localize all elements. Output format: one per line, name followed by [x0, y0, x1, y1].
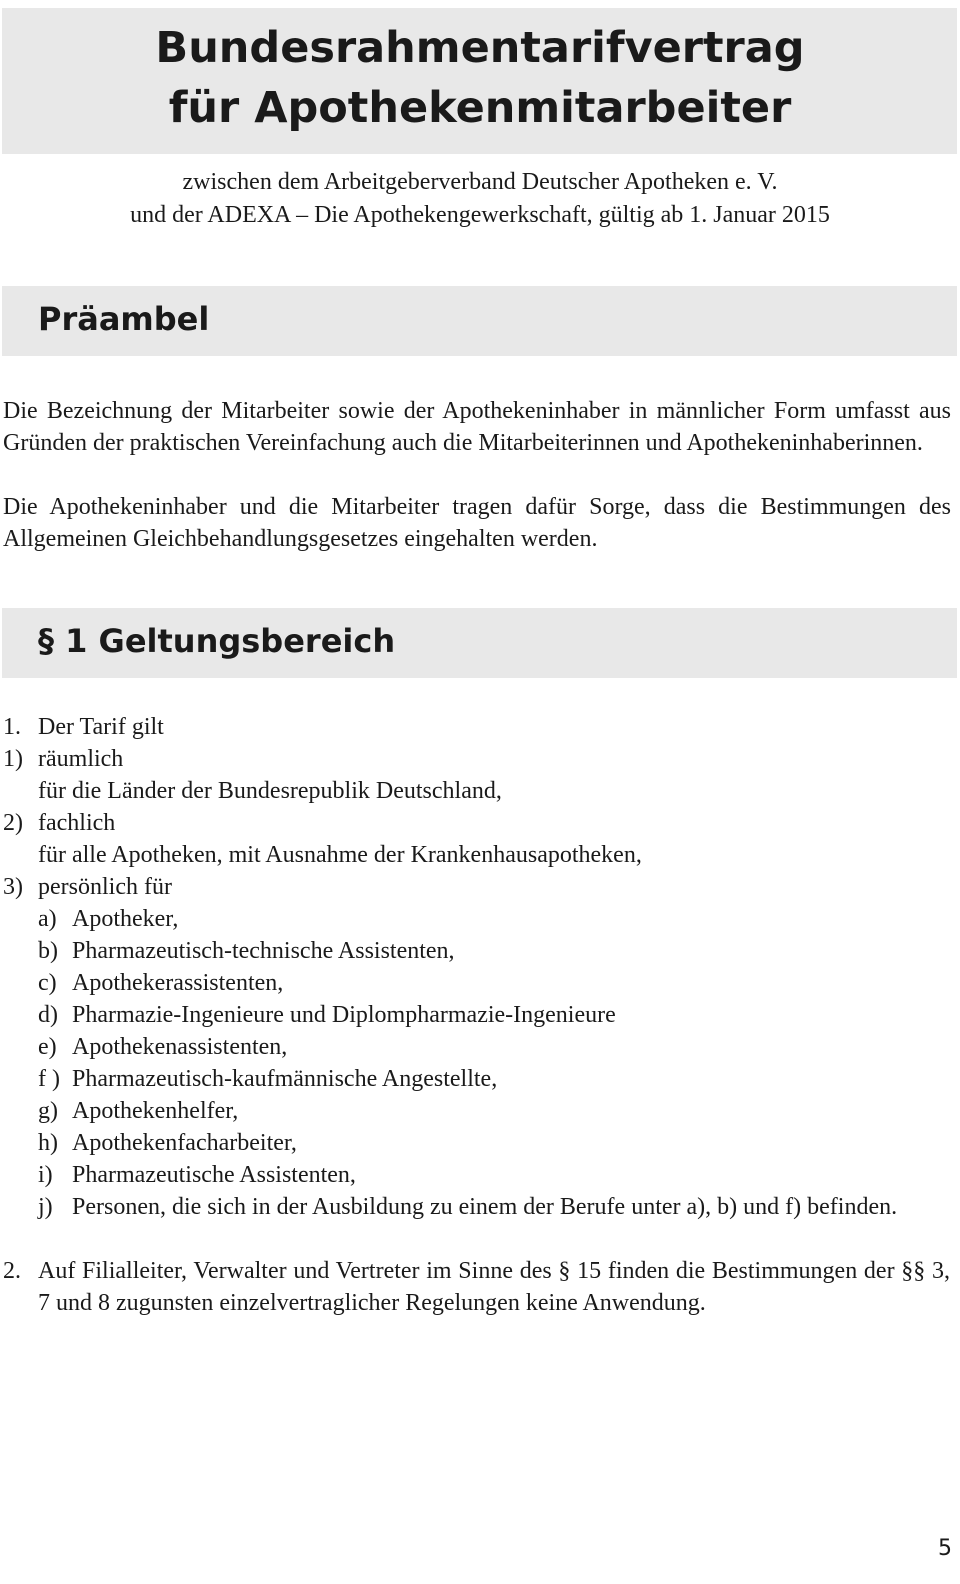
letter-j-number: j): [38, 1194, 53, 1220]
letter-b-text: Pharmazeutisch-technische Assistenten,: [72, 938, 455, 964]
letter-c-text: Apothekerassistenten,: [72, 970, 284, 996]
preamble-paragraph-2: Die Apothekeninhaber und die Mitarbeiter tragen dafür Sorge, dass die Bestimmungen des Allgemeinen Gleichbehandlungsgesetzes eingehalten werden.: [3, 494, 951, 552]
letter-g-text: Apothekenhelfer,: [72, 1098, 239, 1124]
sub-3-label: persönlich für: [38, 874, 172, 900]
subtitle-line-2: und der ADEXA – Die Apothekengewerkschaft, gültig ab 1. Januar 2015: [130, 202, 830, 228]
letter-h-number: h): [38, 1130, 58, 1156]
sub-2-label: fachlich: [38, 810, 116, 836]
preamble-paragraph-1: Die Bezeichnung der Mitarbeiter sowie der Apothekeninhaber in männlicher Form umfasst aus Gründen der praktischen Vereinfachung auch die Mitarbeiterinnen und Apothekeninhaberinnen.: [3, 398, 951, 456]
letter-e-text: Apothekenassistenten,: [72, 1034, 288, 1060]
sub-1-number: 1): [3, 746, 23, 772]
letter-g-number: g): [38, 1098, 58, 1124]
sub-2-number: 2): [3, 810, 23, 836]
letter-a-number: a): [38, 906, 57, 932]
item-2-number: 2.: [3, 1258, 21, 1284]
item-1-text: Der Tarif gilt: [38, 714, 164, 740]
sub-1-detail: für die Länder der Bundesrepublik Deutschland,: [38, 778, 502, 804]
title-line-1: Bundesrahmentarifvertrag: [155, 23, 805, 73]
item-2-text: Auf Filialleiter, Verwalter und Vertreter im Sinne des § 15 finden die Bestimmungen der §§ 3, 7 und 8 zugunsten einzelvertraglicher Regelungen keine Anwendung.: [38, 1258, 950, 1316]
letter-d-number: d): [38, 1002, 58, 1028]
letter-a-text: Apotheker,: [72, 906, 179, 932]
document-title: [0, 18, 960, 138]
letter-c-number: c): [38, 970, 57, 996]
letter-i-text: Pharmazeutische Assistenten,: [72, 1162, 356, 1188]
letter-j-text: Personen, die sich in der Ausbildung zu einem der Berufe unter a), b) und f) befinden.: [72, 1194, 898, 1220]
page-number: 5: [938, 1536, 952, 1561]
subtitle-line-1: zwischen dem Arbeitgeberverband Deutscher Apotheken e. V.: [182, 169, 778, 195]
letter-f-text: Pharmazeutisch-kaufmännische Angestellte,: [72, 1066, 498, 1092]
sub-1-label: räumlich: [38, 746, 124, 772]
letter-e-number: e): [38, 1034, 57, 1060]
sub-2-detail: für alle Apotheken, mit Ausnahme der Krankenhausapotheken,: [38, 842, 642, 868]
sub-3-number: 3): [3, 874, 23, 900]
letter-i-number: i): [38, 1162, 53, 1188]
document-subtitle: [0, 166, 960, 232]
letter-b-number: b): [38, 938, 58, 964]
section-1-heading: § 1 Geltungsbereich: [38, 622, 396, 660]
item-1-number: 1.: [3, 714, 21, 740]
preamble-heading: Präambel: [38, 300, 210, 338]
letter-f-number: f ): [38, 1066, 60, 1092]
title-line-2: für Apothekenmitarbeiter: [168, 83, 792, 133]
letter-d-text: Pharmazie-Ingenieure und Diplompharmazie-Ingenieure: [72, 1002, 616, 1028]
letter-h-text: Apothekenfacharbeiter,: [72, 1130, 297, 1156]
